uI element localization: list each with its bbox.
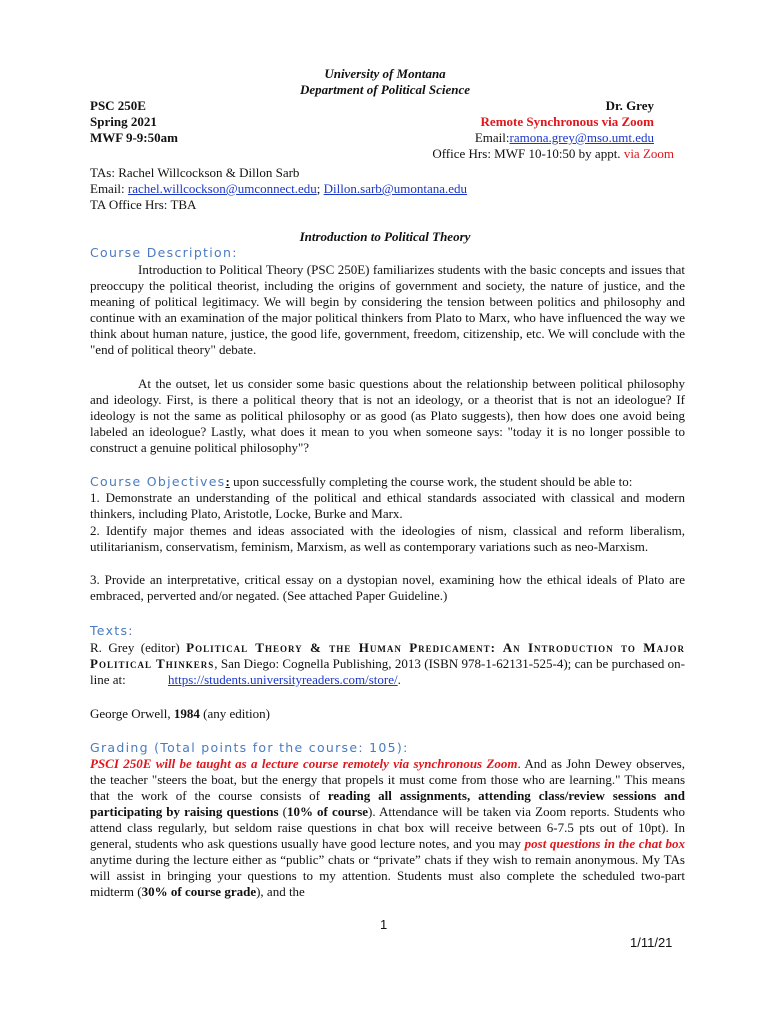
text-book-1 <box>90 640 685 688</box>
grading-text: . And as John Dewey observes, the teacher "steers the boat, but the energy that propels it must come from those who are learning." This means that the work of the course consists of <box>90 756 685 803</box>
ta-email-line <box>90 181 467 197</box>
grading-text: ). Attendance will be taken via Zoom reports. Students who attend class regularly, but seldom raise questions in chat box will receive between 6-7.5 pts out of 10pt). In general, students who ask questions usually have good lecture notes, and you may <box>90 804 685 851</box>
office-hours-zoom: via Zoom <box>623 146 674 161</box>
course-term: Spring 2021 <box>90 114 157 129</box>
objective-item: 1. Demonstrate an understanding of the political and ethical standards associated with classical and modern thinkers, including Plato, Aristotle, Locke, Burke and Marx. <box>90 490 685 521</box>
book1-store-link[interactable]: https://students.universityreaders.com/store/ <box>168 672 398 687</box>
ta-office-hours: TA Office Hrs: TBA <box>90 197 197 212</box>
grading-midterm-weight: 30% of course grade <box>141 884 257 899</box>
office-hours <box>432 146 674 162</box>
book1-author: R. Grey (editor) <box>90 640 187 655</box>
texts-heading: Texts: <box>90 623 134 638</box>
grading-chat-note: post questions in the chat box <box>524 836 685 851</box>
instructor-email-link[interactable]: ramona.grey@mso.umt.edu <box>509 130 654 145</box>
objectives-intro-text: upon successfully completing the course work, the student should be able to: <box>229 474 633 489</box>
ta-names: TAs: Rachel Willcockson & Dillon Sarb <box>90 165 300 180</box>
course-schedule: MWF 9-9:50am <box>90 130 178 145</box>
grading-text: ), and the <box>256 884 305 899</box>
objectives-colon: : <box>225 474 230 489</box>
page-date: 1/11/21 <box>630 935 673 950</box>
book2-title: 1984 <box>173 706 200 721</box>
ta-email-label: Email: <box>90 181 125 196</box>
objective-item: 3. Provide an interpretative, critical essay on a dystopian novel, examining how the ethical ideals of Plato are embraced, perverted and/or negated. (See attached Paper Guideline.) <box>90 572 685 603</box>
ta-email-link-2[interactable]: Dillon.sarb@umontana.edu <box>323 181 468 196</box>
ta-email-link-1[interactable]: rachel.willcockson@umconnect.edu <box>127 181 317 196</box>
instructor-name: Dr. Grey <box>605 98 654 113</box>
grading-zoom-note: PSCI 250E will be taught as a lecture course remotely via synchronous Zoom <box>90 756 518 771</box>
grading-text: anytime during the lecture either as “public” chats or “private” chats if they wish to remain anonymous. My TAs will assist in bringing your questions to my attention. Students must also complete the scheduled two-part midterm ( <box>90 852 685 899</box>
objectives-heading: Course Objectives <box>90 474 226 489</box>
book2-author: George Orwell, <box>90 706 174 721</box>
grading-participation-weight: 10% of course <box>286 804 369 819</box>
description-paragraph-2: At the outset, let us consider some basic questions about the relationship between political philosophy and ideology. First, is there a political theory that is not an ideology, or a theorist that is not an ideologue? If ideology is not the same as political philosophy or as good (as Plato suggests), then how does one avoid being labeled an ideologue? Lastly, what does it mean to you when someone says: "today it is no longer possible to construct a genuine political philosophy"? <box>90 376 685 455</box>
text-book-2 <box>90 706 685 722</box>
objectives-intro <box>90 474 685 490</box>
course-mode: Remote Synchronous via Zoom <box>480 114 654 129</box>
ta-email-separator: ; <box>316 181 321 196</box>
description-heading: Course Description: <box>90 245 238 260</box>
department-name: Department of Political Science <box>299 82 471 97</box>
course-title: Introduction to Political Theory <box>299 229 471 244</box>
page-number: 1 <box>380 917 388 932</box>
book1-end: . <box>397 672 401 687</box>
book1-title: Political Theory & the Human Predicament: An Introduction to Major Political Thinkers <box>90 640 686 671</box>
book2-edition: (any edition) <box>199 706 270 721</box>
office-hours-text: Office Hrs: MWF 10-10:50 by appt. <box>432 146 621 161</box>
grading-requirements: reading all assignments, attending class/review sessions and participating by raising questions <box>90 788 685 819</box>
instructor-email-line <box>475 130 654 146</box>
email-label: Email: <box>474 130 510 145</box>
description-paragraph-1: Introduction to Political Theory (PSC 250E) familiarizes students with the basic concepts and issues that preoccupy the political theorist, including the origins of government and society, the nature of justice, and the meaning of political legitimacy. We will begin by considering the tension between politics and philosophy and continue with an examination of the major political thinkers from Plato to Marx, who have influenced the way we think about human nature, justice, the good life, government, freedom, citizenship, etc. We will conclude with the "end of political theory" debate. <box>90 262 685 357</box>
grading-heading: Grading (Total points for the course: 105): <box>90 740 409 755</box>
university-name: University of Montana <box>324 66 446 81</box>
course-code: PSC 250E <box>90 98 146 113</box>
grading-paragraph <box>90 756 685 900</box>
book1-publisher: , San Diego: Cognella Publishing, 2013 (ISBN 978-1-62131-525-4); can be purchased on-line at: <box>90 656 685 687</box>
grading-text: ( <box>278 804 287 819</box>
objective-item: 2. Identify major themes and ideas associated with the ideologies of nism, classical and reform liberalism, utilitarianism, conservatism, feminism, Marxism, as well as contemporary variations such as neo-Marxism. <box>90 523 685 554</box>
